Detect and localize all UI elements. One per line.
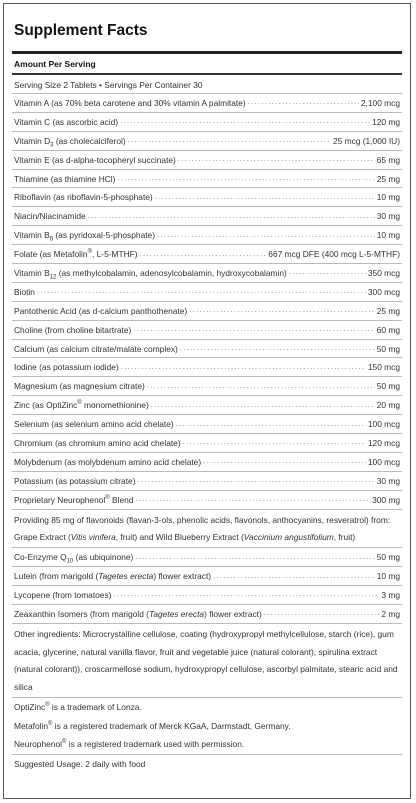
nutrient-name: Chromium (as chromium amino acid chelate) [14,437,181,448]
nutrient-amount: 2 mg [381,608,400,619]
nutrient-row [12,490,402,509]
dot-leader [113,591,379,598]
nutrient-name: Vitamin $D_3$ (as cholecalciferol) [14,135,126,149]
amount-per-serving-heading: Amount Per Serving [14,59,96,69]
nutrient-row [12,225,402,244]
nutrient-amount: 300 mcg [367,286,400,297]
nutrient-amount: 100 mcg [367,456,400,467]
nutrient-amount: 25 mg [376,305,400,316]
nutrient-amount: 120 mg [372,116,400,127]
nutrient-amount: 3 mg [381,589,400,600]
blend-description: Providing 85 mg of flavonoids (flavan-3-ols, phenolic acids, flavonols, anthocyanins, resveratrol) from: Grape Extract (Vitis vinifera, fruit) and Wild Blueberry Extract (Vaccinium angustifolium, fruit) [12,509,402,548]
nutrient-row [12,414,402,433]
nutrient-row [12,244,402,263]
suggested-usage: Suggested Usage: 2 daily with food [12,754,402,773]
other-ingredients: Other ingredients: Microcrystalline cellulose, coating (hydroxypropyl methylcellulose, starch (rice), gum acacia, glycerine, natural vanilla flavor, fruit and vegetable juice (natural colorant), spirulina extract (natural colorant)), croscarmellose sodium, hydroxypropyl cellulose, ascorbyl palmitate, stearic acid and silica [12,623,402,697]
nutrient-row [12,395,402,414]
medium-divider [12,73,402,75]
nutrient-name: Vitamin $B_6$ (as pyridoxal-5-phosphate) [14,230,155,243]
nutrient-amount: 20 mg [376,400,400,411]
dot-leader [189,307,375,314]
nutrient-amount: 30 mg [376,475,400,486]
dot-leader [137,477,374,484]
dot-leader [183,439,366,446]
dot-leader [248,99,359,106]
nutrient-amount: 120 mcg [367,437,400,448]
nutrient-amount: 100 mcg [367,419,400,430]
trademark-note: OptiZinc® is a trademark of Lonza. [12,697,402,717]
nutrient-row [12,357,402,376]
nutrient-name: Vitamin A (as 70% beta carotene and 30% vitamin A palmitate) [14,97,246,108]
dot-leader [178,156,375,163]
nutrient-amount: 30 mg [376,211,400,222]
panel-title: Supplement Facts [14,22,148,39]
nutrient-name: Co-Enzyme $Q_{10}$ (as ubiquinone) [14,552,134,565]
dot-leader [88,213,375,220]
nutrient-row [12,169,402,188]
nutrient-row [12,547,402,566]
nutrient-row [12,150,402,169]
dot-leader [128,137,331,144]
dot-leader [37,288,366,295]
nutrient-name: Zeaxanthin Isomers (from marigold (Tagetes erecta) flower extract) [14,608,262,619]
nutrient-name: Riboflavin (as riboflavin-5-phosphate) [14,192,153,203]
nutrient-row [12,206,402,225]
nutrient-row [12,339,402,358]
dot-leader [180,345,375,352]
nutrient-name: Calcium (as calcium citrate/malate complex) [14,343,178,354]
nutrient-row [12,320,402,339]
nutrient-amount: 2,100 mcg [360,97,400,108]
nutrient-amount: 65 mg [376,154,400,165]
dot-leader [264,610,380,617]
dot-leader [157,232,375,239]
dot-leader [176,421,366,428]
serving-info: Serving Size 2 Tablets • Servings Per Container 30 [14,80,203,90]
dot-leader [117,175,374,182]
nutrient-row [12,131,402,150]
dot-leader [147,383,375,390]
nutrient-row [12,93,402,112]
dot-leader [140,251,267,258]
nutrient-name: Pantothenic Acid (as d-calcium panthothenate) [14,305,188,316]
nutrient-name: Magnesium (as magnesium citrate) [14,381,145,392]
nutrient-name: Lycopene (from tomatoes) [14,589,112,600]
dot-leader [213,573,375,580]
nutrient-name: Potassium (as potassium citrate) [14,475,136,486]
nutrient-name: Folate (as Metafolin®, L-5-MTHF) [14,249,138,260]
supplement-facts-panel [3,3,411,799]
nutrient-row [12,452,402,471]
nutrient-row [12,585,402,604]
dot-leader [135,496,370,503]
nutrient-row [12,604,402,623]
nutrient-amount: 50 mg [376,552,400,563]
nutrient-amount: 10 mg [376,192,400,203]
nutrient-amount: 50 mg [376,343,400,354]
nutrient-amount: 50 mg [376,381,400,392]
nutrient-name: Thiamine (as thiamine HCl) [14,173,116,184]
nutrient-row [12,301,402,320]
nutrient-list [12,93,402,773]
nutrient-row [12,187,402,206]
dot-leader [121,364,366,371]
nutrient-name: Selenium (as selenium amino acid chelate) [14,419,174,430]
nutrient-name: Lutein (from marigold (Tagetes erecta) flower extract) [14,571,212,582]
nutrient-amount: 350 mcg [367,267,400,278]
thick-divider [12,51,402,54]
nutrient-name: Zinc (as OptiZinc® monomethionine) [14,400,149,411]
nutrient-name: Iodine (as potassium iodide) [14,362,119,373]
dot-leader [135,554,374,561]
nutrient-name: Vitamin $B_{12}$ (as methylcobalamin, adenosylcobalamin, hydroxycobalamin) [14,267,287,281]
nutrient-amount: 10 mg [376,230,400,241]
nutrient-amount: 667 mcg DFE (400 mcg L-5-MTHF) [268,249,400,260]
nutrient-name: Proprietary Neurophenol® Blend [14,494,134,505]
trademark-note: Metafolin® is a registered trademark of Merck KGaA, Darmstadt, Germany. [14,720,291,731]
nutrient-name: Biotin [14,286,35,297]
dot-leader [120,118,370,125]
dot-leader [151,402,375,409]
nutrient-row [12,566,402,585]
nutrient-row [12,471,402,490]
nutrient-amount: 25 mg [376,173,400,184]
nutrient-amount: 60 mg [376,324,400,335]
nutrient-row [12,263,402,282]
nutrient-name: Molybdenum (as molybdenum amino acid chelate) [14,456,202,467]
nutrient-name: Vitamin E (as d-alpha-tocopheryl succinate) [14,154,176,165]
dot-leader [203,458,366,465]
nutrient-amount: 150 mcg [367,362,400,373]
nutrient-name: Vitamin C (as ascorbic acid) [14,116,119,127]
nutrient-row [12,112,402,131]
dot-leader [133,326,374,333]
trademark-note: Neurophenol® is a registered trademark used with permission. [14,739,245,750]
nutrient-amount: 300 mg [372,494,400,505]
nutrient-row [12,433,402,452]
nutrient-row [12,376,402,395]
nutrient-amount: 25 mcg (1,000 IU) [332,135,400,146]
nutrient-name: Niacin/Niacinamide [14,211,86,222]
dot-leader [155,194,375,201]
nutrient-row [12,282,402,301]
dot-leader [289,269,366,276]
nutrient-name: Choline (from choline bitartrate) [14,324,132,335]
nutrient-amount: 10 mg [376,571,400,582]
